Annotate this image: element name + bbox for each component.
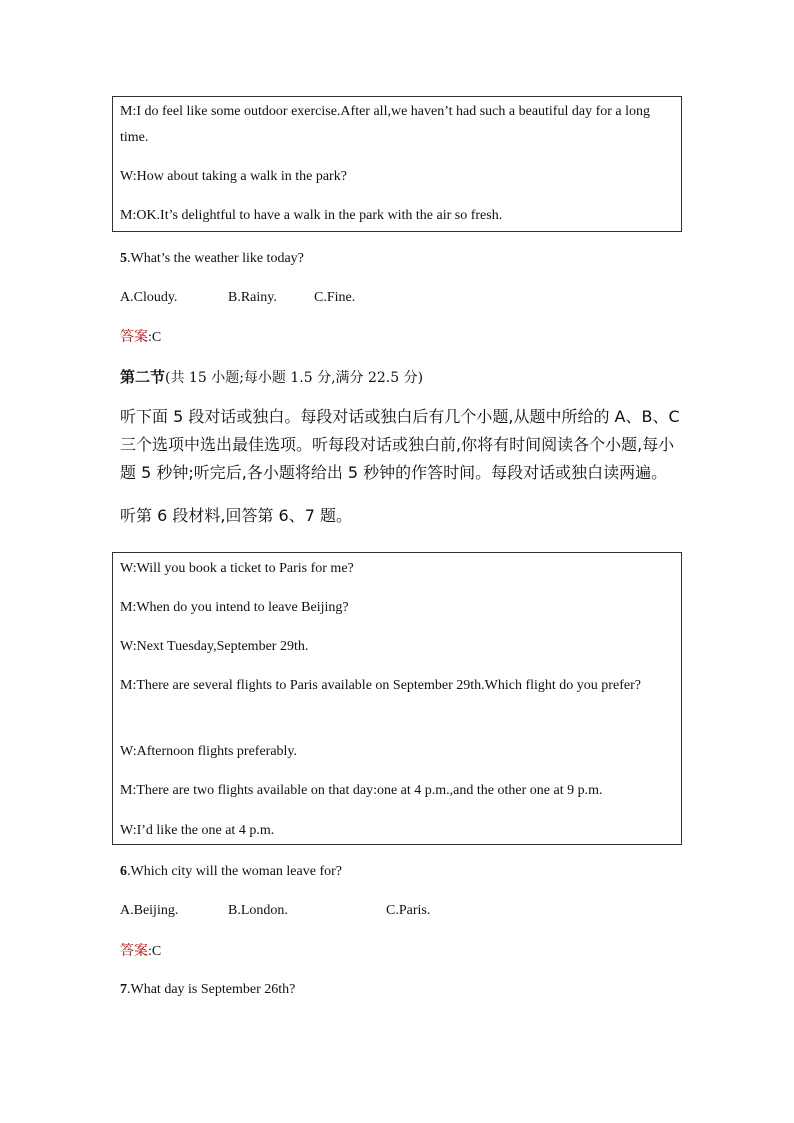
answer-label: 答案 xyxy=(120,329,148,345)
option-c: C.Fine. xyxy=(314,290,356,305)
dialogue-line: M:OK.It’s delightful to have a walk in the park with the air so fresh. xyxy=(120,208,503,223)
answer-6 xyxy=(120,941,161,962)
question-text: .Which city will the woman leave for? xyxy=(127,864,342,879)
question-5 xyxy=(120,249,304,269)
dialogue-line: M:There are several flights to Paris available on September 29th.Which flight do you prefer? xyxy=(120,678,641,693)
section-title: 第二节 xyxy=(120,368,166,386)
option-b: B.Rainy. xyxy=(228,290,277,305)
answer-value: :C xyxy=(148,330,162,345)
option-b: B.London. xyxy=(228,903,288,918)
section-note: (共 15 小题;每小题 1.5 分,满分 22.5 分) xyxy=(165,370,424,386)
question-6-options xyxy=(120,901,430,921)
answer-value: :C xyxy=(148,944,162,959)
option-a: A.Beijing. xyxy=(120,903,179,918)
dialogue-line: W:Afternoon flights preferably. xyxy=(120,744,298,759)
question-number: 7 xyxy=(120,982,127,997)
section-header xyxy=(120,367,423,388)
question-number: 6 xyxy=(120,864,127,879)
dialogue-line: W:How about taking a walk in the park? xyxy=(120,169,347,184)
question-6 xyxy=(120,862,342,882)
dialogue-line: W:Next Tuesday,September 29th. xyxy=(120,639,309,654)
question-text: .What day is September 26th? xyxy=(127,982,296,997)
material-prompt: 听第 6 段材料,回答第 6、7 题。 xyxy=(120,506,352,525)
dialogue-line: M:When do you intend to leave Beijing? xyxy=(120,600,349,615)
option-c: C.Paris. xyxy=(386,903,431,918)
question-5-options xyxy=(120,288,355,308)
question-7 xyxy=(120,980,295,1000)
dialogue-box-1 xyxy=(112,96,682,232)
question-number: 5 xyxy=(120,251,127,266)
dialogue-line: W:I’d like the one at 4 p.m. xyxy=(120,823,275,838)
dialogue-line: M:I do feel like some outdoor exercise.After all,we haven’t had such a beautiful day for a long time. xyxy=(120,104,651,145)
question-text: .What’s the weather like today? xyxy=(127,251,304,266)
option-a: A.Cloudy. xyxy=(120,290,178,305)
answer-label: 答案 xyxy=(120,943,148,959)
dialogue-line: M:There are two flights available on that day:one at 4 p.m.,and the other one at 9 p.m. xyxy=(120,783,603,798)
dialogue-line: W:Will you book a ticket to Paris for me? xyxy=(120,561,354,576)
dialogue-box-2 xyxy=(112,552,682,845)
answer-5 xyxy=(120,327,161,348)
section-instructions: 听下面 5 段对话或独白。每段对话或独白后有几个小题,从题中所给的 A、B、C 三个选项中选出最佳选项。听每段对话或独白前,你将有时间阅读各个小题,每小题 5 秒钟;听完后,各小题将给出 5 秒钟的作答时间。每段对话或独白读两遍。 xyxy=(120,407,680,482)
